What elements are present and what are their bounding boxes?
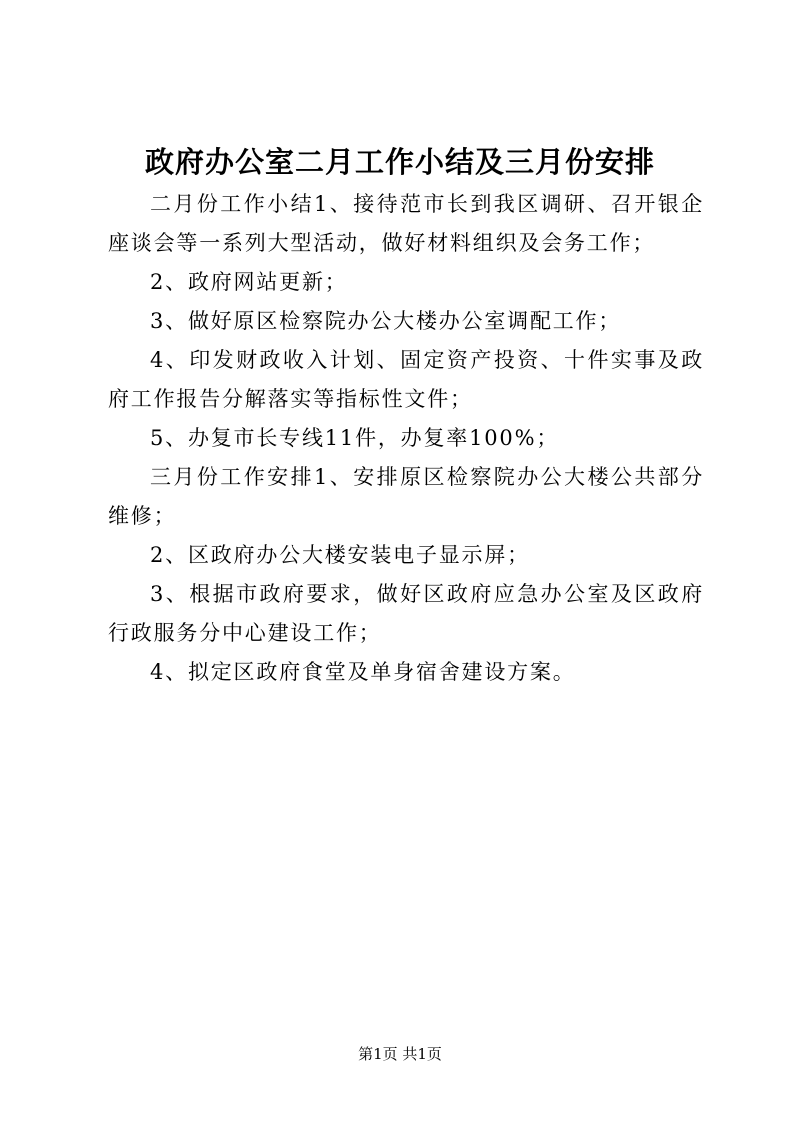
paragraph-february-summary-item-1: 二月份工作小结1、接待范市长到我区调研、召开银企座谈会等一系列大型活动，做好材料组织及会务工作； (108, 192, 704, 255)
paragraph-february-item-4: 4、印发财政收入计划、固定资产投资、十件实事及政府工作报告分解落实等指标性文件； (108, 348, 704, 411)
paragraph-february-item-5: 5、办复市长专线11件，办复率100%； (150, 426, 560, 450)
paragraph-march-item-4: 4、拟定区政府食堂及单身宿舍建设方案。 (150, 660, 576, 684)
paragraph-february-item-3: 3、做好原区检察院办公大楼办公室调配工作； (150, 309, 622, 333)
paragraph-march-item-2: 2、区政府办公大楼安装电子显示屏； (150, 543, 530, 567)
paragraph-february-item-2: 2、政府网站更新； (150, 270, 348, 294)
document-title: 政府办公室二月工作小结及三月份安排 (144, 145, 655, 179)
document-body (108, 185, 704, 692)
page-footer: 第1页 共1页 (358, 1045, 442, 1063)
paragraph-march-plan-item-1: 三月份工作安排1、安排原区检察院办公大楼公共部分维修； (108, 465, 704, 528)
paragraph-march-item-3: 3、根据市政府要求，做好区政府应急办公室及区政府行政服务分中心建设工作； (108, 582, 704, 645)
